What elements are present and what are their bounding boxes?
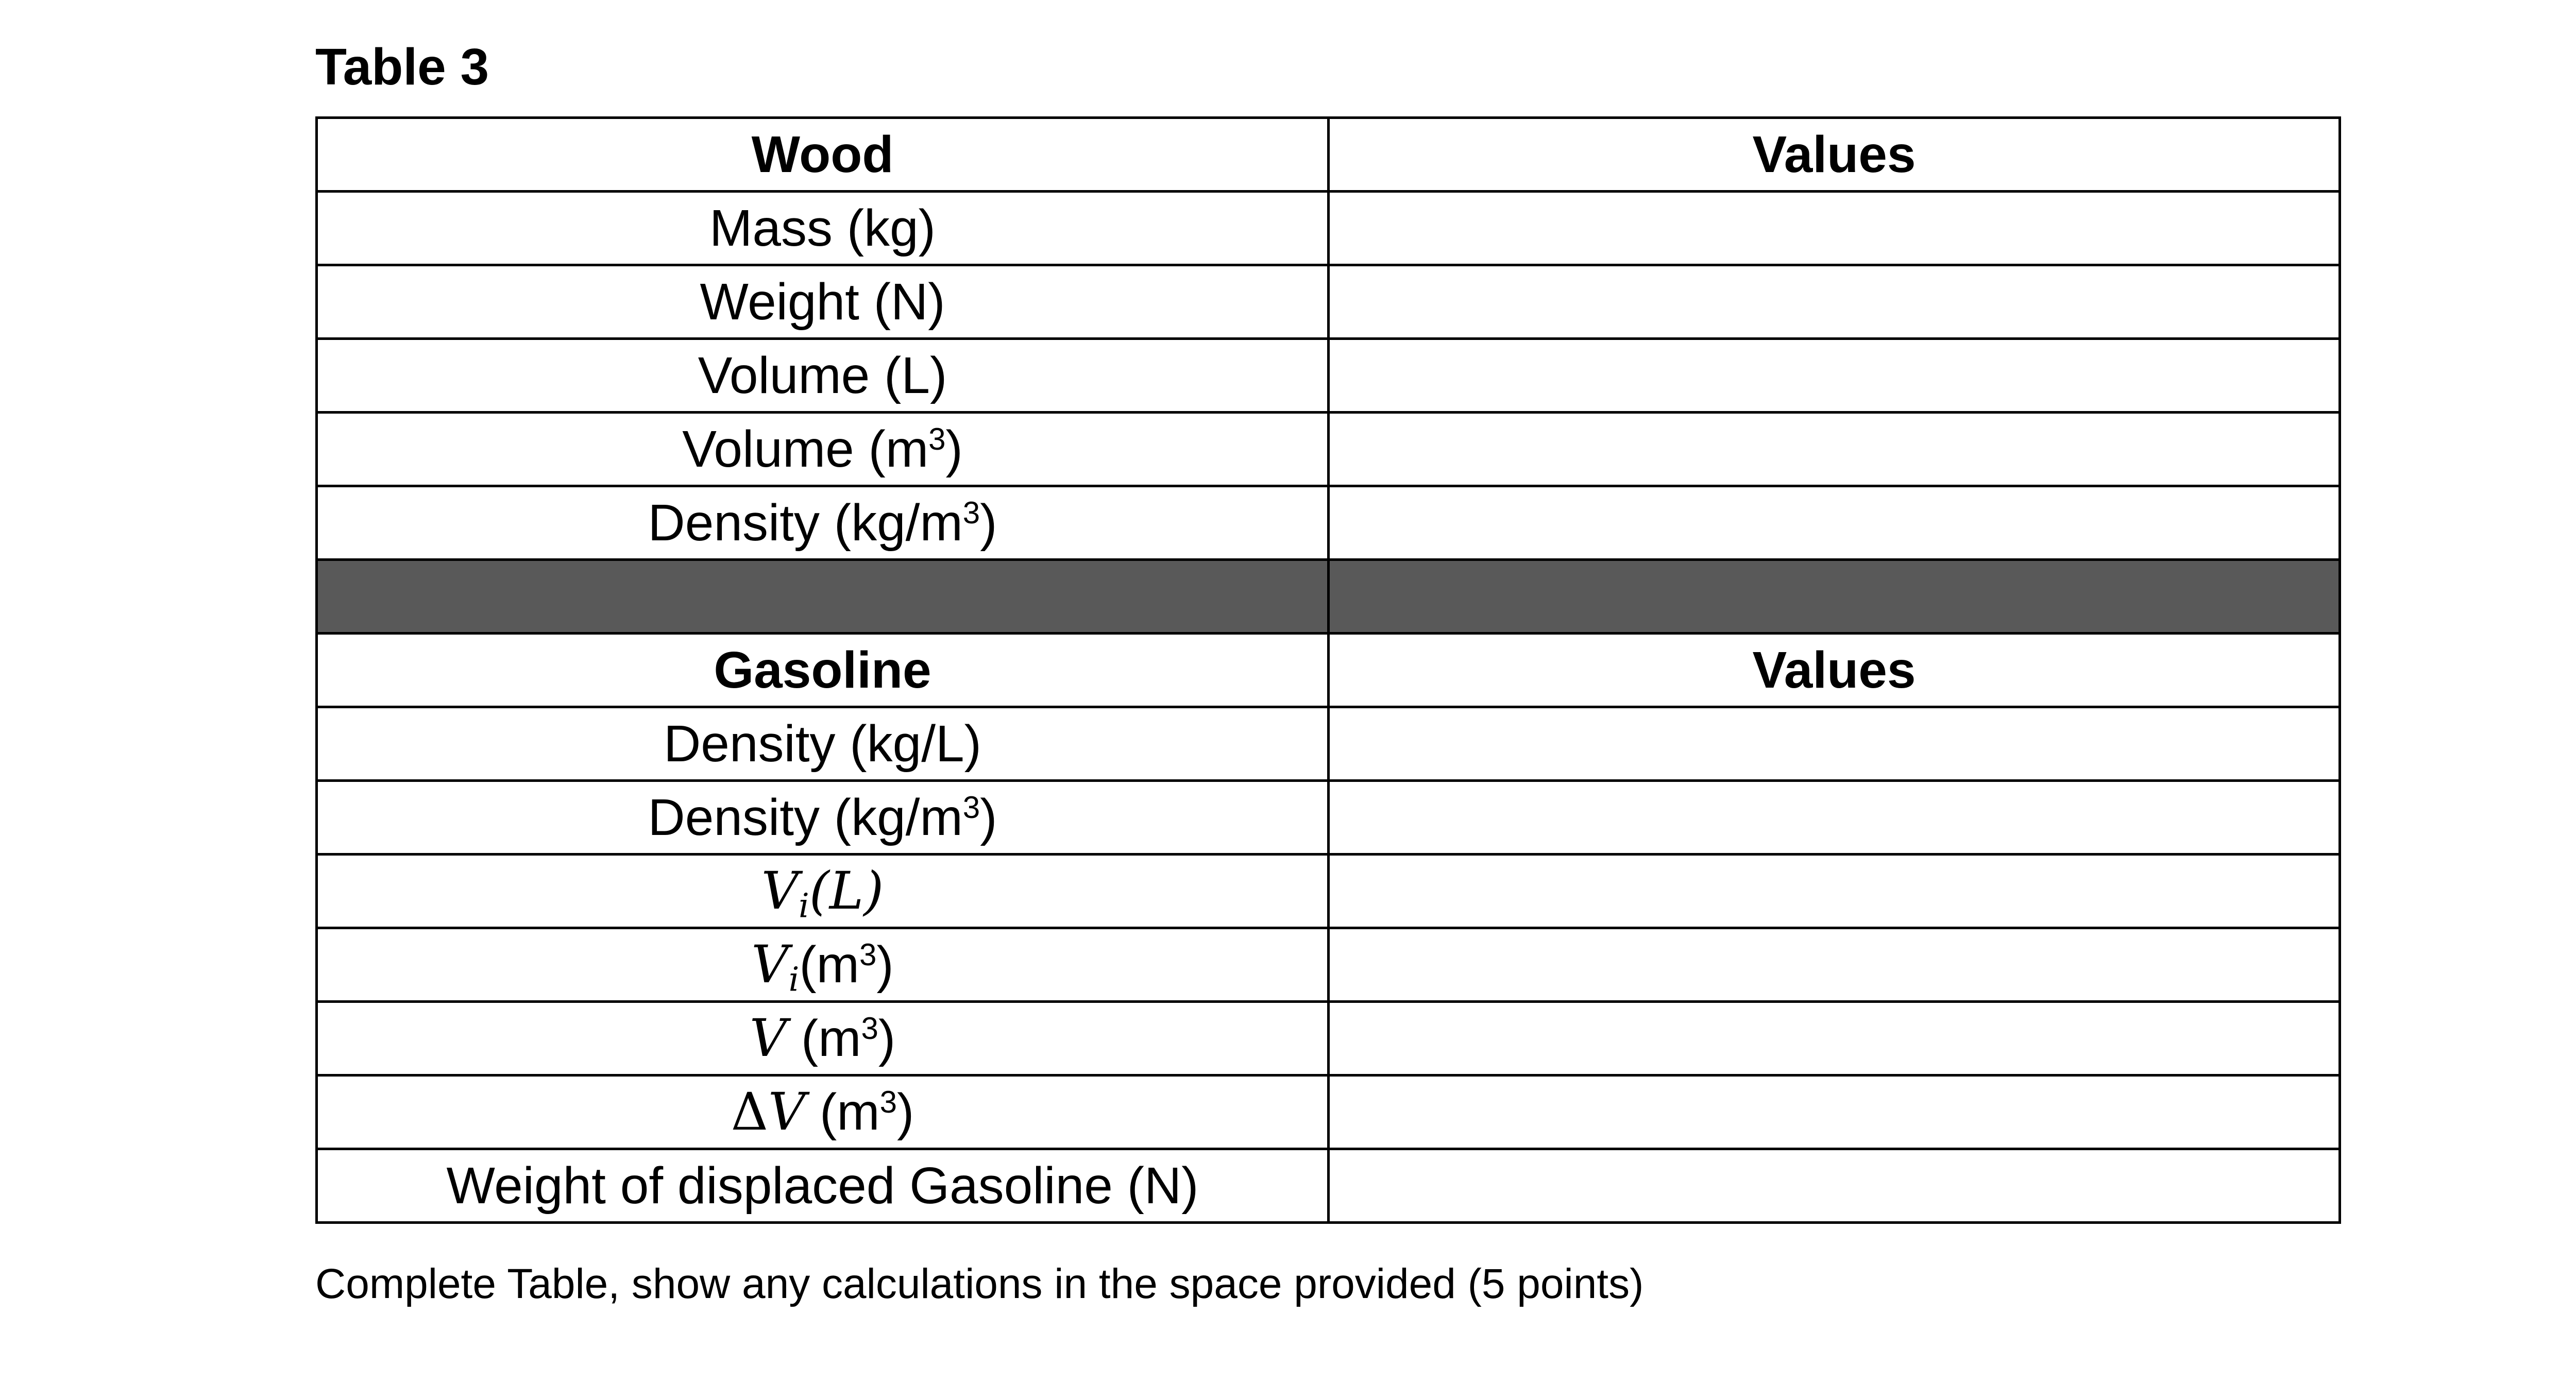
weight-value-cell[interactable] bbox=[1329, 265, 2340, 339]
separator-cell-left bbox=[317, 560, 1329, 634]
table-row bbox=[317, 1075, 2340, 1149]
volume-m3-text: Volume (m bbox=[682, 420, 929, 478]
table-row bbox=[317, 413, 2340, 486]
delta-v-label bbox=[317, 1075, 1329, 1149]
table-row bbox=[317, 265, 2340, 339]
table-row bbox=[317, 1149, 2340, 1223]
separator-cell-right bbox=[1329, 560, 2340, 634]
v-m3-value-cell[interactable] bbox=[1329, 1002, 2340, 1075]
close-paren: ) bbox=[980, 494, 997, 552]
volume-m3-value-cell[interactable] bbox=[1329, 413, 2340, 486]
table-row bbox=[317, 486, 2340, 560]
vi-subscript: i bbox=[798, 886, 809, 926]
volume-liters-label: Volume (L) bbox=[317, 339, 1329, 413]
close-paren: ) bbox=[876, 936, 894, 994]
displaced-weight-value-cell[interactable] bbox=[1329, 1149, 2340, 1223]
delta-v-value-cell[interactable] bbox=[1329, 1075, 2340, 1149]
table-row bbox=[317, 1002, 2340, 1075]
vi-liters-value-cell[interactable] bbox=[1329, 855, 2340, 928]
table-row bbox=[317, 339, 2340, 413]
gas-density-kg-m3-text: Density (kg/m bbox=[648, 789, 963, 846]
vi-m3-value-cell[interactable] bbox=[1329, 928, 2340, 1002]
exponent: 3 bbox=[861, 1011, 878, 1046]
wood-density-value-cell[interactable] bbox=[1329, 486, 2340, 560]
separator-row bbox=[317, 560, 2340, 634]
close-paren: ) bbox=[945, 420, 963, 478]
volume-m3-label bbox=[317, 413, 1329, 486]
vi-symbol: V bbox=[761, 861, 799, 921]
instructions-note: Complete Table, show any calculations in the space provided (5 points) bbox=[315, 1260, 1644, 1307]
wood-density-label bbox=[317, 486, 1329, 560]
close-paren: ) bbox=[896, 1083, 914, 1141]
v-symbol: V bbox=[749, 1008, 787, 1068]
exponent: 3 bbox=[859, 937, 877, 972]
mass-value-cell[interactable] bbox=[1329, 192, 2340, 265]
wood-density-text: Density (kg/m bbox=[648, 494, 963, 552]
vi-m3-label bbox=[317, 928, 1329, 1002]
data-table bbox=[315, 116, 2341, 1224]
displaced-weight-label: Weight of displaced Gasoline (N) bbox=[317, 1149, 1329, 1223]
table-row bbox=[317, 855, 2340, 928]
weight-label: Weight (N) bbox=[317, 265, 1329, 339]
exponent: 3 bbox=[879, 1085, 897, 1119]
exponent: 3 bbox=[962, 790, 980, 825]
table-row bbox=[317, 707, 2340, 781]
gasoline-values-header: Values bbox=[1329, 634, 2340, 707]
wood-header: Wood bbox=[317, 118, 1329, 192]
gas-density-kg-l-label: Density (kg/L) bbox=[317, 707, 1329, 781]
table-header-row bbox=[317, 118, 2340, 192]
table-header-row bbox=[317, 634, 2340, 707]
gasoline-header: Gasoline bbox=[317, 634, 1329, 707]
v-m3-unit: (m bbox=[787, 1010, 861, 1067]
table-row bbox=[317, 192, 2340, 265]
delta-symbol: Δ bbox=[731, 1082, 768, 1142]
vi-symbol: V bbox=[751, 934, 789, 995]
table-title: Table 3 bbox=[315, 38, 489, 96]
table-row bbox=[317, 781, 2340, 855]
v-m3-label bbox=[317, 1002, 1329, 1075]
vi-subscript: i bbox=[788, 960, 800, 999]
gas-density-kg-m3-label bbox=[317, 781, 1329, 855]
wood-values-header: Values bbox=[1329, 118, 2340, 192]
close-paren: ) bbox=[980, 789, 997, 846]
table-row bbox=[317, 928, 2340, 1002]
close-paren: ) bbox=[878, 1010, 896, 1067]
gas-density-kg-l-value-cell[interactable] bbox=[1329, 707, 2340, 781]
vi-liters-unit: (L) bbox=[809, 861, 884, 921]
exponent: 3 bbox=[962, 496, 980, 530]
delta-v-unit: (m bbox=[805, 1083, 880, 1141]
vi-m3-unit: (m bbox=[799, 936, 859, 994]
exponent: 3 bbox=[928, 422, 946, 456]
mass-label: Mass (kg) bbox=[317, 192, 1329, 265]
vi-liters-label bbox=[317, 855, 1329, 928]
gas-density-kg-m3-value-cell[interactable] bbox=[1329, 781, 2340, 855]
v-symbol: V bbox=[768, 1082, 806, 1142]
volume-liters-value-cell[interactable] bbox=[1329, 339, 2340, 413]
